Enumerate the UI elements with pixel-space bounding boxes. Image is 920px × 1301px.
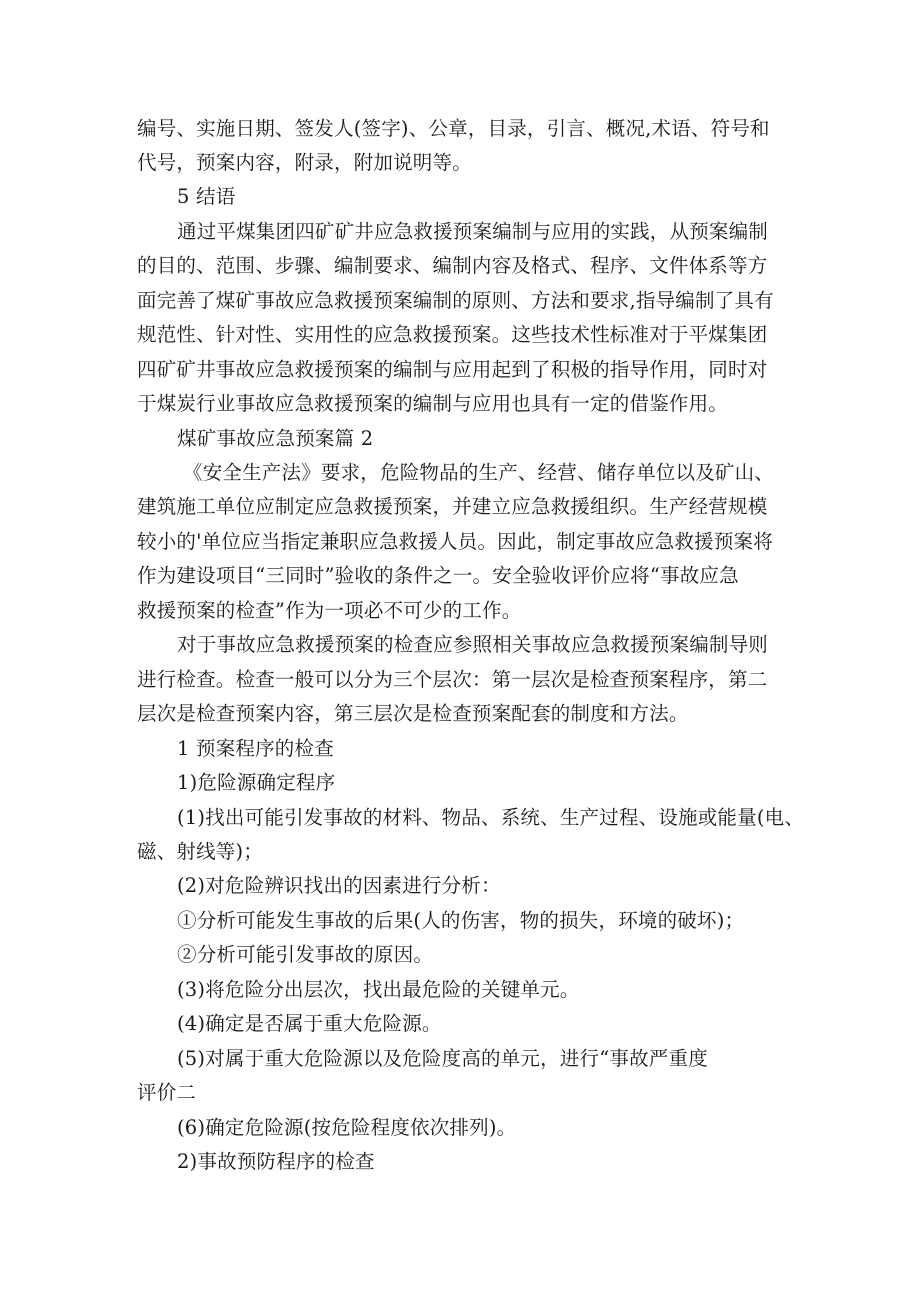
text-line: (2)对危险辨识找出的因素进行分析：	[177, 874, 501, 897]
text-line: ②分析可能引发事故的原因。	[177, 943, 434, 966]
text-line: 编号、实施日期、签发人(签字)、公章，目录，引言、概况,术语、符号和	[137, 117, 770, 140]
text-line: 评价二	[137, 1081, 197, 1104]
text-line: 四矿矿井事故应急救援预案的编制与应用起到了积极的指导作用，同时对	[137, 358, 768, 381]
text-line: 救援预案的检查”作为一项必不可少的工作。	[137, 599, 522, 622]
text-line: 建筑施工单位应制定应急救援预案，并建立应急救援组织。生产经营规模	[137, 495, 768, 518]
text-line: 规范性、针对性、实用性的应急救援预案。这些技术性标准对于平煤集团	[137, 323, 768, 346]
text-line: 较小的'单位应当指定兼职应急救援人员。因此，制定事故应急救援预案将	[137, 530, 773, 553]
text-line: ①分析可能发生事故的后果(人的伤害，物的损失，环境的破坏)；	[177, 909, 745, 932]
chapter-heading: 煤矿事故应急预案篇 2	[177, 427, 374, 450]
text-line: 代号，预案内容，附录，附加说明等。	[137, 151, 472, 174]
section-heading: 5 结语	[177, 185, 236, 208]
text-line: (6)确定危险源(按危险程度依次排列)。	[177, 1116, 517, 1139]
text-line: 于煤炭行业事故应急救援预案的编制与应用也具有一定的借鉴作用。	[137, 392, 729, 415]
text-line: 层次是检查预案内容，第三层次是检查预案配套的制度和方法。	[137, 702, 689, 725]
text-line: (5)对属于重大危险源以及危险度高的单元，进行“事故严重度	[177, 1047, 708, 1070]
text-line: (1)找出可能引发事故的材料、物品、系统、生产过程、设施或能量(电、	[177, 806, 805, 829]
text-line: 面完善了煤矿事故应急救援预案编制的原则、方法和要求,指导编制了具有	[137, 289, 774, 312]
subsection-heading: 1)危险源确定程序	[177, 771, 336, 794]
text-line: (3)将危险分出层次，找出最危险的关键单元。	[177, 978, 580, 1001]
subsection-heading: 2)事故预防程序的检查	[177, 1150, 375, 1173]
text-line: 磁、射线等)；	[137, 840, 264, 863]
text-line: 的目的、范围、步骤、编制要求、编制内容及格式、程序、文件体系等方	[137, 254, 768, 277]
text-line: 《安全生产法》要求，危险物品的生产、经营、储存单位以及矿山、	[183, 461, 775, 484]
text-line: (4)确定是否属于重大危险源。	[177, 1012, 442, 1035]
section-heading: 1 预案程序的检查	[177, 737, 334, 760]
text-line: 对于事故应急救援预案的检查应参照相关事故应急救援预案编制导则	[177, 633, 769, 656]
text-line: 作为建设项目“三同时”验收的条件之一。安全验收评价应将“事故应急	[137, 564, 739, 587]
text-line: 通过平煤集团四矿矿井应急救援预案编制与应用的实践，从预案编制	[177, 220, 769, 243]
text-line: 进行检查。检查一般可以分为三个层次：第一层次是检查预案程序，第二	[137, 668, 768, 691]
